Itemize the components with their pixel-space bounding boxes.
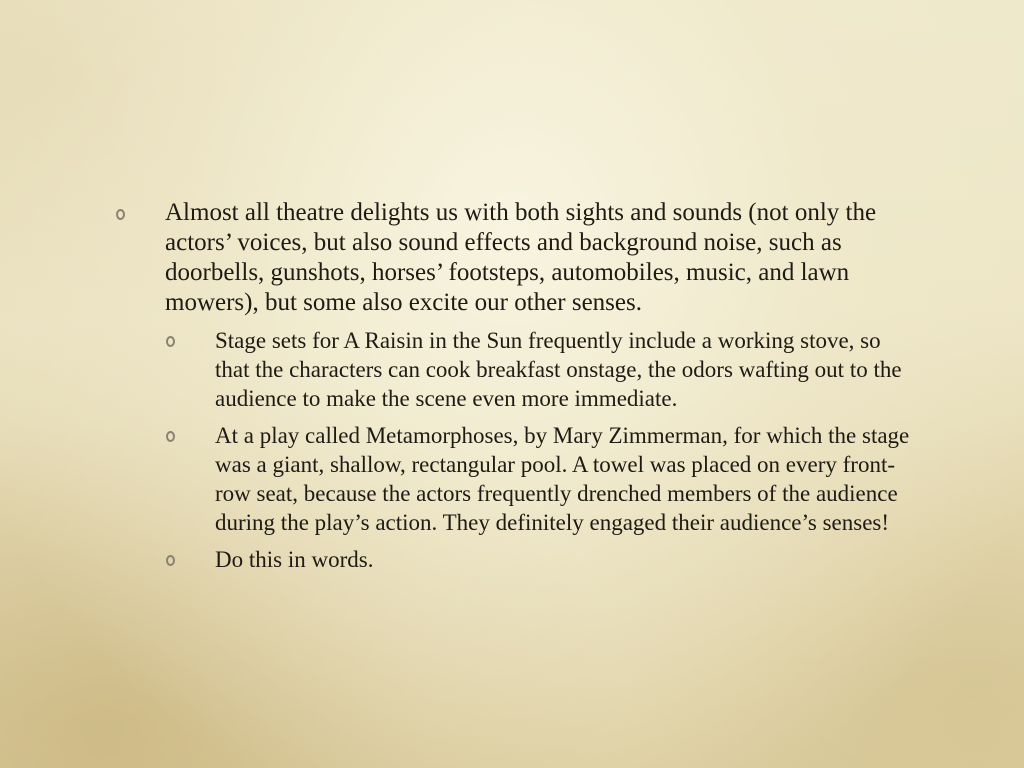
- slide-body: [112, 198, 912, 582]
- sub-bullet-text: Do this in words.: [215, 547, 374, 572]
- hollow-circle-bullet-icon: [166, 336, 175, 347]
- sub-bullet-text: At a play called Metamorphoses, by Mary Zimmerman, for which the stage was a giant, shallow, rectangular pool. A towel was placed on every front-row seat, because the actors frequently drenched members of the audience during the play’s action. They definitely engaged their audience’s senses!: [215, 423, 910, 535]
- bullet-text: Almost all theatre delights us with both sights and sounds (not only the actors’ voices, but also sound effects and background noise, such as doorbells, gunshots, horses’ footsteps, automobiles, music, and lawn mowers), but some also excite our other senses.: [165, 199, 877, 316]
- bullet-item-sights-and-sounds: [112, 198, 912, 318]
- hollow-circle-bullet-icon: [116, 209, 125, 220]
- hollow-circle-bullet-icon: [166, 555, 175, 566]
- sub-bullet-item-do-this-in-words: [112, 545, 912, 574]
- sub-bullet-item-metamorphoses: [112, 421, 912, 537]
- sub-bullet-item-raisin-in-the-sun: [112, 326, 912, 413]
- sub-bullet-text: Stage sets for A Raisin in the Sun frequently include a working stove, so that the characters can cook breakfast onstage, the odors wafting out to the audience to make the scene even more immediate.: [215, 328, 902, 411]
- hollow-circle-bullet-icon: [166, 431, 175, 442]
